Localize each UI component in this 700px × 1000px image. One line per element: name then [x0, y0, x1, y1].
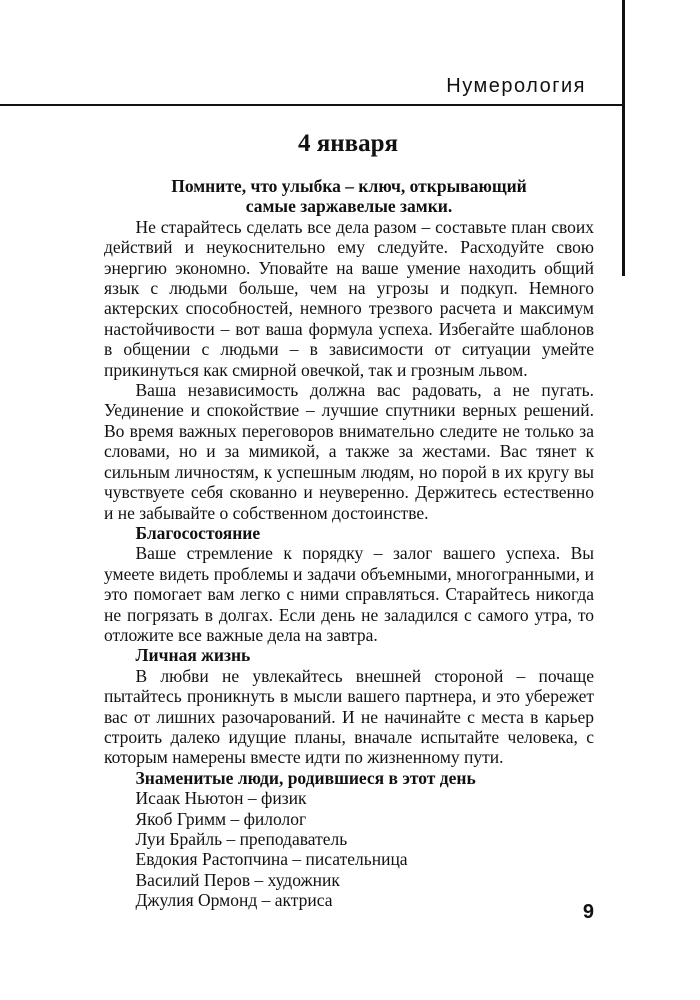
- epigraph-line-2: самые заржавелые замки.: [245, 196, 453, 217]
- list-item: Евдокия Растопчина – писательница: [135, 849, 408, 870]
- header-rule-horizontal: [0, 104, 624, 106]
- running-head: Нумерология: [446, 75, 586, 97]
- section-text-love: В любви не увлекайтесь внешней стороной – почаще пытайтесь проникнуть в мысли вашего партнера, и это убережет вас от лишних разочарований. И не начинайте с места в карьер строить далеко идущие планы, вначале испытайте человека, с которым намерены вместе идти по жизненному пути.: [104, 665, 594, 768]
- header-rule-vertical: [622, 0, 625, 276]
- list-item: Джулия Ормонд – актриса: [135, 890, 333, 911]
- list-item: Василий Перов – художник: [135, 869, 340, 890]
- section-text-wealth: Ваше стремление к порядку – залог вашего успеха. Вы умеете видеть проблемы и задачи объемными, многогранными, и это помогает вам легко с ними справляться. Старайтесь никогда не погрязать в долгах. Если день не заладился с самого утра, то отложите все важные дела на завтра.: [104, 543, 594, 645]
- section-heading-wealth: Благосостояние: [135, 522, 261, 543]
- list-item: Луи Брайль – преподаватель: [135, 829, 348, 849]
- list-item: Исаак Ньютон – физик: [135, 788, 307, 809]
- page-number: 9: [582, 901, 594, 923]
- section-heading-love: Личная жизнь: [135, 645, 251, 666]
- famous-people-list: [104, 788, 594, 910]
- section-heading-famous: Знаменитые люди, родившиеся в этот день: [135, 767, 476, 788]
- list-item: Якоб Гримм – филолог: [135, 808, 307, 829]
- epigraph-line-1: Помните, что улыбка – ключ, открывающий: [171, 176, 527, 196]
- paragraph-1: Не старайтесь сделать все дела разом – составьте план своих действий и неукоснительно ему следуйте. Расходуйте свою энергию экономно. Уповайте на ваше умение находить общий язык с людьми больше, чем на угрозы и подкуп. Немного актерских способностей, немного трезвого расчета и максимум настойчивости – вот ваша формула успеха. Избегайте шаблонов в общении с людьми – в зависимости от ситуации умейте прикинуться как смирной овечкой, так и грозным львом.: [104, 216, 594, 380]
- page-title: 4 января: [297, 130, 399, 157]
- article-body: [104, 176, 594, 911]
- paragraph-2: Ваша независимость должна вас радовать, а не пугать. Уединение и спокойствие – лучшие спутники верных решений. Во время важных переговоров внимательно следите не только за словами, но и за мимикой, а также за жестами. Вас тянет к сильным личностям, к успешным людям, но порой в их кругу вы чувствуете себя скованно и неуверенно. Держитесь естественно и не забывайте о собственном достоинстве.: [104, 380, 594, 523]
- epigraph: [104, 176, 594, 217]
